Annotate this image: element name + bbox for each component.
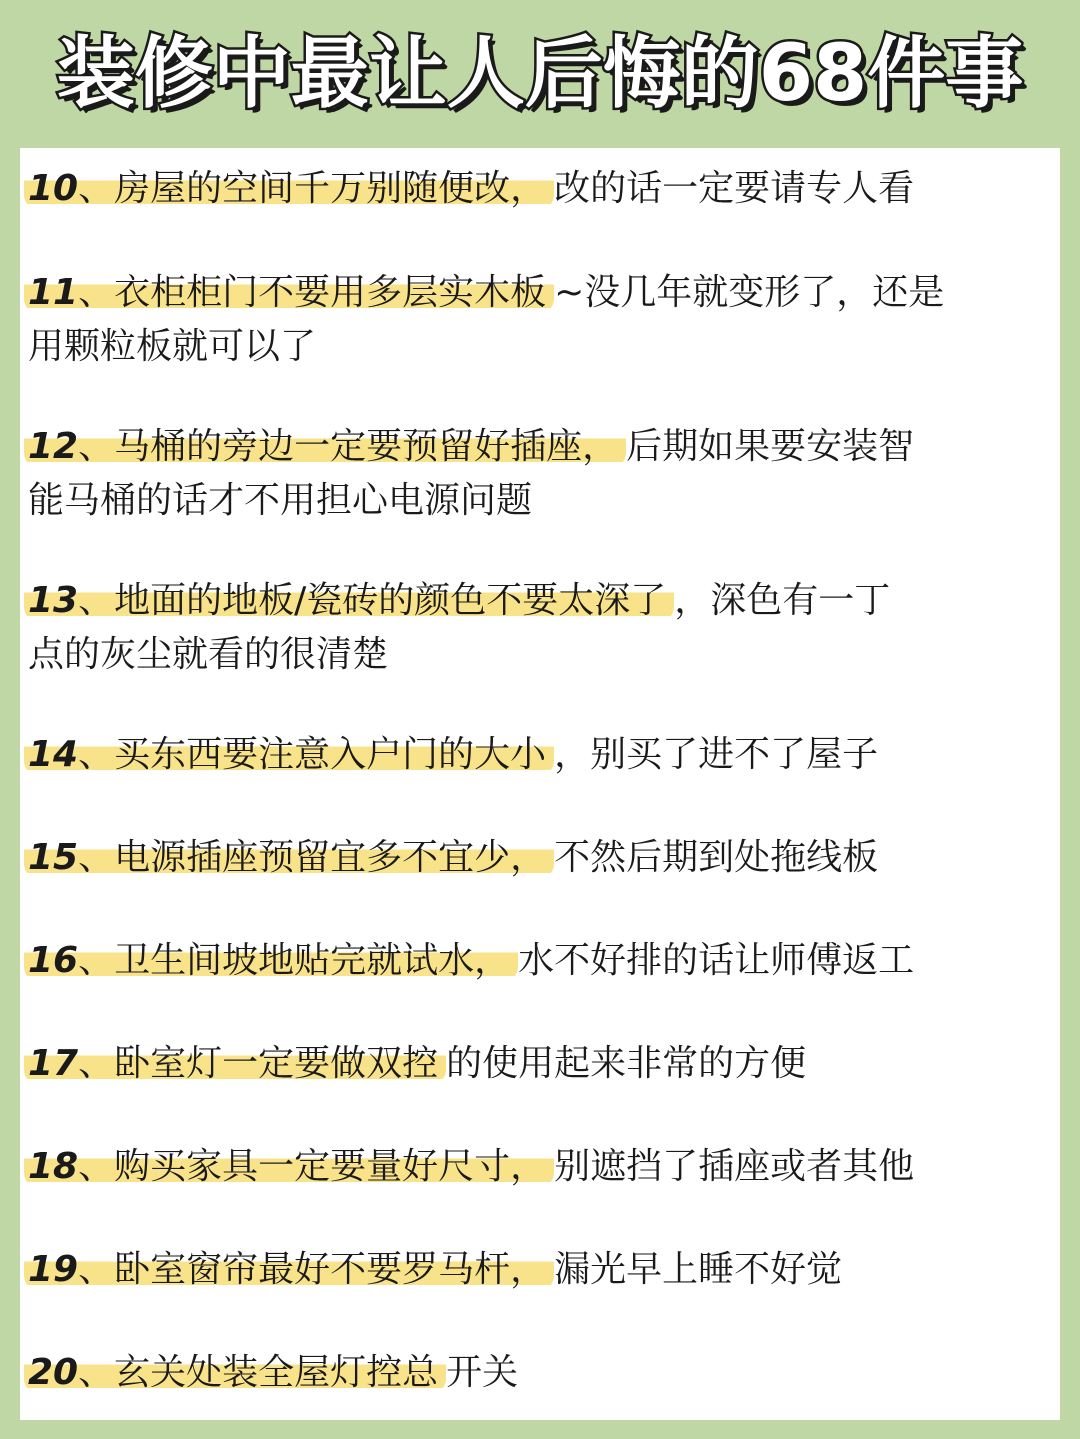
item-number: 13 — [28, 580, 79, 621]
list-item-15 — [28, 831, 1054, 885]
item-text: 的使用起来非常的方便 — [446, 1043, 807, 1084]
highlight-marker — [24, 1043, 446, 1084]
item-text: ，深色有一丁 — [674, 580, 891, 621]
content-card — [20, 148, 1060, 1420]
highlight-marker — [24, 1249, 554, 1290]
list-item-18 — [28, 1140, 1054, 1194]
list-item-14 — [28, 728, 1054, 782]
item-number: 20 — [28, 1352, 79, 1393]
item-highlight-text: 、购买家具一定要量好尺寸， — [78, 1146, 547, 1187]
item-text: ，别买了进不了屋子 — [554, 734, 879, 775]
item-highlight-text: 、电源插座预留宜多不宜少， — [78, 837, 547, 878]
item-number: 11 — [28, 272, 79, 313]
page-title: 装修中最让人后悔的68件事 — [56, 29, 1024, 119]
item-text: 水不好排的话让师傅返工 — [518, 940, 915, 981]
item-text: 改的话一定要请专人看 — [554, 168, 915, 209]
item-highlight-text: 、马桶的旁边一定要预留好插座， — [78, 426, 619, 467]
item-highlight-text: 、卧室灯一定要做双控 — [78, 1043, 439, 1084]
list-item-20 — [28, 1346, 1054, 1400]
item-text: 漏光早上睡不好觉 — [554, 1249, 843, 1290]
highlight-marker — [24, 272, 554, 313]
item-number: 19 — [28, 1249, 79, 1290]
item-number: 14 — [28, 734, 79, 775]
highlight-marker — [24, 1352, 446, 1393]
list-item-17 — [28, 1037, 1054, 1091]
list-item-16 — [28, 934, 1054, 988]
item-text-continued: 点的灰尘就看的很清楚 — [28, 634, 389, 675]
item-number: 10 — [28, 168, 79, 209]
item-highlight-text: 、地面的地板/瓷砖的颜色不要太深了 — [78, 580, 667, 621]
item-text: ~没几年就变形了，还是 — [554, 272, 945, 313]
item-number: 18 — [28, 1146, 79, 1187]
list-item-12 — [28, 420, 1054, 528]
highlight-marker — [24, 168, 554, 209]
highlight-marker — [24, 426, 626, 467]
highlight-marker — [24, 940, 518, 981]
item-text: 别遮挡了插座或者其他 — [554, 1146, 915, 1187]
item-highlight-text: 、卧室窗帘最好不要罗马杆， — [78, 1249, 547, 1290]
item-highlight-text: 、玄关处装全屋灯控总 — [78, 1352, 439, 1393]
item-highlight-text: 、衣柜柜门不要用多层实木板 — [78, 272, 547, 313]
item-number: 16 — [28, 940, 79, 981]
highlight-marker — [24, 734, 554, 775]
highlight-marker — [24, 837, 554, 878]
list-item-13 — [28, 574, 1054, 682]
item-highlight-text: 、房屋的空间千万别随便改， — [78, 168, 547, 209]
item-text-continued: 用颗粒板就可以了 — [28, 326, 317, 367]
item-text-continued: 能马桶的话才不用担心电源问题 — [28, 480, 533, 521]
item-text: 开关 — [446, 1352, 519, 1393]
list-item-19 — [28, 1243, 1054, 1297]
item-highlight-text: 、卫生间坡地贴完就试水， — [78, 940, 511, 981]
list-item-11 — [28, 266, 1054, 374]
item-highlight-text: 、买东西要注意入户门的大小 — [78, 734, 547, 775]
highlight-marker — [24, 1146, 554, 1187]
item-text: 后期如果要安装智 — [626, 426, 915, 467]
item-number: 17 — [28, 1043, 79, 1084]
item-number: 12 — [28, 426, 79, 467]
item-text: 不然后期到处拖线板 — [554, 837, 879, 878]
list-item-10 — [28, 162, 1054, 216]
highlight-marker — [24, 580, 674, 621]
item-number: 15 — [28, 837, 79, 878]
